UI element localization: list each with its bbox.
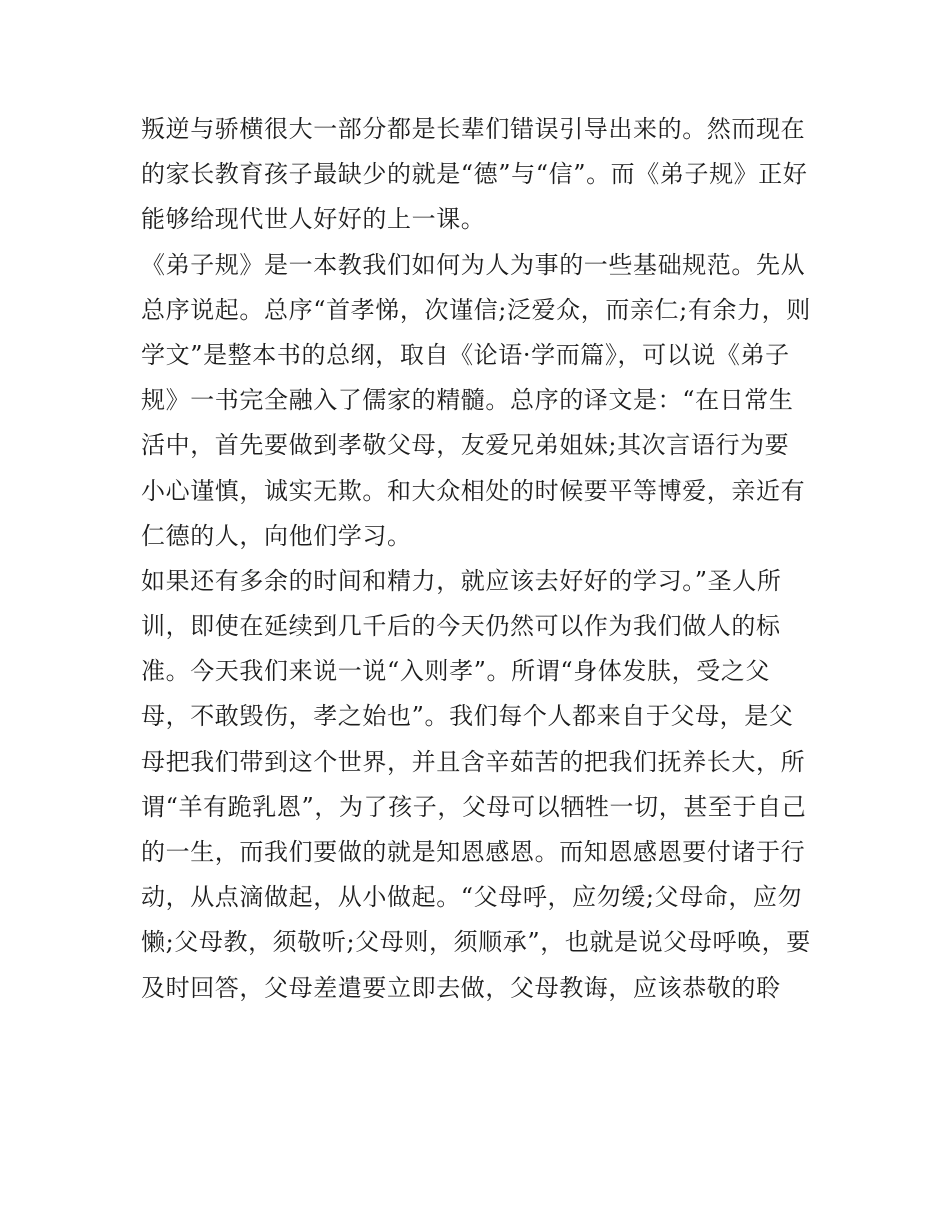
body-text [141,107,821,1011]
text-line: 的家长教育孩子最缺少的就是“德”与“信”。而《弟子规》正好 [141,160,808,189]
text-line: 训，即使在延续到几千后的今天仍然可以作为我们做人的标 [141,612,781,641]
text-line: 如果还有多余的时间和精力，就应该去好好的学习。”圣人所 [141,566,782,595]
text-line: 懒;父母教，须敬听;父母则，须顺承”，也就是说父母呼唤，要 [141,928,811,957]
text-line: 及时回答，父母差遣要立即去做，父母教诲，应该恭敬的聆 [141,973,781,1002]
text-line: 母把我们带到这个世界，并且含辛茹苦的把我们抚养长大，所 [141,747,806,776]
text-line: 的一生，而我们要做的就是知恩感恩。而知恩感恩要付诸于行 [141,838,806,866]
text-line: 活中，首先要做到孝敬父母，友爱兄弟姐妹;其次言语行为要 [141,431,790,460]
text-line: 能够给现代世人好好的上一课。 [141,205,486,234]
text-line: 叛逆与骄横很大一部分都是长辈们错误引导出来的。然而现在 [141,115,806,143]
text-line: 母，不敢毁伤，孝之始也”。我们每个人都来自于父母，是父 [141,702,794,731]
text-line: 规》一书完全融入了儒家的精髓。总序的译文是：“在日常生 [141,386,794,415]
text-line: 小心谨慎，诚实无欺。和大众相处的时候要平等博爱，亲近有 [141,476,806,505]
text-line: 谓“羊有跪乳恩”，为了孩子，父母可以牺牲一切，甚至于自己 [141,792,807,821]
text-line: 仁德的人，向他们学习。 [141,521,412,550]
text-line: 学文”是整本书的总纲，取自《论语·学而篇》，可以说《弟子 [141,340,790,369]
text-line: 准。今天我们来说一说“入则孝”。所谓“身体发肤，受之父 [141,657,771,686]
text-line: 动，从点滴做起，从小做起。“父母呼，应勿缓;父母命，应勿 [141,883,803,912]
text-line: 总序说起。总序“首孝悌，次谨信;泛爱众，而亲仁;有余力，则 [141,295,811,324]
text-line: 《弟子规》是一本教我们如何为人为事的一些基础规范。先从 [141,250,806,279]
